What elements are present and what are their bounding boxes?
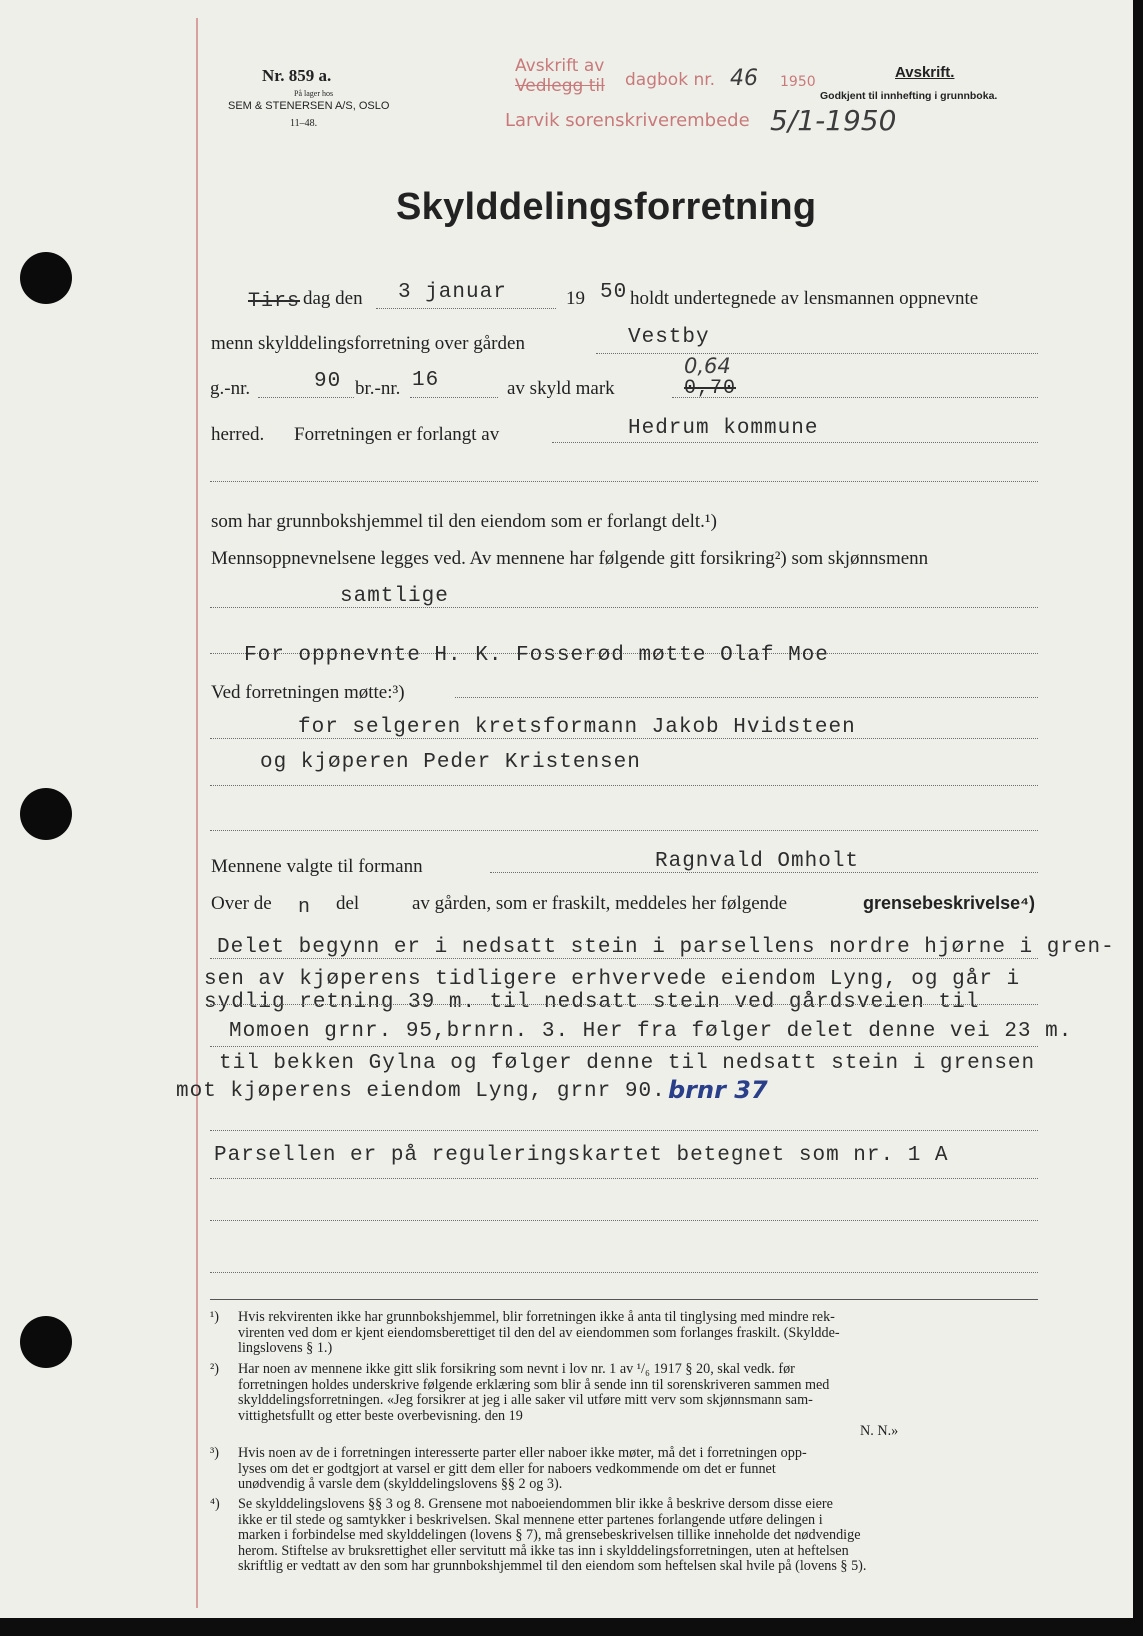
boundary-handwritten-brnr: brnr 37 bbox=[668, 1076, 768, 1104]
publisher-line-1: På lager hos bbox=[294, 89, 334, 98]
date-value: 3 januar bbox=[398, 281, 507, 304]
gnr-label: g.-nr. bbox=[210, 378, 251, 399]
chairman-value: Ragnvald Omholt bbox=[655, 850, 860, 873]
grunnbok-line: som har grunnbokshjemmel til den eiendom som er forlangt delt.¹) bbox=[211, 511, 717, 532]
appointment-line: Mennsoppnevnelsene legges ved. Av mennene har følgende gitt forsikring²) som skjønnsmenn bbox=[211, 548, 929, 569]
attended-label: Ved forretningen møtte:³) bbox=[211, 682, 405, 703]
footnote-3-line-2: lyses om det er godtgjort at varsel er gitt dem eller for naboers vedkommende om det er funnet bbox=[238, 1460, 776, 1477]
footnote-4-line-2: ikke er til stede og samtykker i beskrivelsen. Skal mennene etter partenes forlangende utføre delingen i bbox=[238, 1511, 823, 1528]
boundary-line-5: til bekken Gylna og følger denne til nedsatt stein i grensen bbox=[219, 1052, 1036, 1075]
footnote-4-line-3: marken i forbindelse med skylddelingen (lovens § 7), må grensebeskrivelsen tillike inneholde det nødvendige bbox=[238, 1527, 861, 1544]
attended-field-line bbox=[455, 697, 1038, 698]
boundary-n: n bbox=[298, 896, 312, 919]
boundary-line-2: sen av kjøperens tidligere erhvervede eiendom Lyng, og går i bbox=[204, 968, 1021, 991]
stamp-office: Larvik sorenskriverembede bbox=[505, 110, 750, 131]
handwritten-date: 5/1-1950 bbox=[770, 104, 897, 137]
dagbok-number: 46 bbox=[730, 66, 758, 91]
farm-label: menn skylddelingsforretning over gården bbox=[211, 333, 525, 354]
requested-label: Forretningen er forlangt av bbox=[294, 424, 500, 445]
attended-line-2 bbox=[210, 738, 1038, 739]
attended-buyer: og kjøperen Peder Kristensen bbox=[260, 751, 641, 774]
attended-seller: for selgeren kretsformann Jakob Hvidsteen bbox=[298, 716, 856, 739]
blank-line-1 bbox=[210, 481, 1038, 482]
footnote-3-line-1: Hvis noen av de i forretningen interesserte parter eller naboer ikke møter, må det i forretningen opp- bbox=[238, 1445, 807, 1461]
stamp-dagbok: dagbok nr. bbox=[625, 70, 716, 90]
approval-text: Godkjent til innhefting i grunnboka. bbox=[820, 90, 998, 102]
footnote-2-line-4: vittighetsfullt og etter beste overbevisning. den 19 bbox=[238, 1407, 523, 1424]
parcel-rule-2 bbox=[210, 1220, 1038, 1221]
document-title: Skylddelingsforretning bbox=[396, 186, 817, 228]
copy-label: Avskrift. bbox=[895, 64, 955, 81]
boundary-rule-2 bbox=[210, 1004, 1038, 1005]
herred-label: herred. bbox=[211, 424, 265, 445]
brnr-field-line bbox=[410, 397, 498, 398]
boundary-label-del: del bbox=[336, 893, 360, 914]
margin-line bbox=[196, 18, 198, 1608]
footnote-3-marker: ³) bbox=[210, 1445, 219, 1461]
boundary-rule-4 bbox=[210, 1130, 1038, 1131]
footnote-2-signature: N. N.» bbox=[860, 1423, 899, 1439]
year-suffix: 50 bbox=[600, 281, 628, 304]
weekday-value: Tirs bbox=[248, 290, 301, 313]
binder-hole-top bbox=[20, 252, 72, 304]
footnote-2-line-3: skylddelingsforretningen. «Jeg forsikrer at jeg i alle saker vil utføre mitt verv som skjønnsmann sam- bbox=[238, 1392, 813, 1409]
skyld-old-value: 0,70 bbox=[684, 377, 737, 400]
footnote-2-line-2: forretningen holdes underskrive følgende erklæring som blir å sende inn til sorenskriveren sammen med bbox=[238, 1376, 830, 1393]
publisher-line-2: SEM & STENERSEN A/S, OSLO bbox=[228, 100, 390, 112]
boundary-rule-3 bbox=[210, 1046, 1038, 1047]
substitute-line: For oppnevnte H. K. Fosserød møtte Olaf Moe bbox=[244, 644, 829, 667]
footnote-1-line-3: lingslovens § 1.) bbox=[238, 1340, 333, 1357]
boundary-label-garden: av gården, som er fraskilt, meddeles her følgende bbox=[412, 893, 788, 914]
publisher-line-3: 11–48. bbox=[290, 118, 318, 129]
date-field-line bbox=[376, 308, 556, 309]
boundary-line-4: Momoen grnr. 95,brnrn. 3. Her fra følger delet denne vei 23 m. bbox=[229, 1020, 1073, 1043]
chairman-label: Mennene valgte til formann bbox=[211, 856, 423, 877]
footnote-2-marker: ²) bbox=[210, 1361, 219, 1377]
brnr-label: br.-nr. bbox=[355, 378, 401, 399]
stamp-attachment: Vedlegg til bbox=[515, 76, 605, 96]
footnote-4 bbox=[210, 1497, 1050, 1577]
footnote-1 bbox=[210, 1310, 1050, 1356]
attended-line-4 bbox=[210, 830, 1038, 831]
parcel-rule-3 bbox=[210, 1272, 1038, 1273]
footnote-2-line-1: Har noen av mennene ikke gitt slik forsikring som nevnt i lov nr. 1 av ¹/₆ 1917 § 20, skal vedk. før bbox=[238, 1361, 795, 1377]
footnote-3 bbox=[210, 1446, 1050, 1494]
farm-field-line bbox=[596, 353, 1038, 354]
held-text: holdt undertegnede av lensmannen oppnevnte bbox=[630, 288, 979, 309]
form-number: Nr. 859 a. bbox=[262, 66, 332, 85]
parcel-rule-1 bbox=[210, 1178, 1038, 1179]
footnote-1-line-2: virenten ved dom er kjent eiendomsberettiget til den del av eiendommen som forlanges fraskilt. (Skyldde- bbox=[238, 1324, 840, 1341]
stamp-copy-of: Avskrift av bbox=[515, 56, 605, 76]
boundary-rule-1 bbox=[210, 958, 1038, 959]
boundary-line-1: Delet begynn er i nedsatt stein i parsellens nordre hjørne i gren- bbox=[217, 936, 1115, 959]
attended-line-3 bbox=[210, 785, 1038, 786]
footnote-1-line-1: Hvis rekvirenten ikke har grunnbokshjemmel, blir forretningen ikke å anta til tinglysing med mindre rek- bbox=[238, 1309, 835, 1325]
footnote-4-line-4: herom. Stiftelse av bruksrettighet eller servitutt må ikke tas inn i skylddelingsforretningen, uten at heftelsen bbox=[238, 1542, 849, 1559]
footnote-4-marker: ⁴) bbox=[210, 1496, 220, 1512]
boundary-label-bold: grensebeskrivelse⁴) bbox=[863, 893, 1036, 913]
boundary-line-3: sydlig retning 39 m. til nedsatt stein ved gårdsveien til bbox=[204, 991, 980, 1014]
gnr-value: 90 bbox=[314, 370, 342, 393]
parcel-line: Parsellen er på reguleringskartet betegnet som nr. 1 A bbox=[214, 1144, 949, 1167]
binder-hole-middle bbox=[20, 788, 72, 840]
gnr-field-line bbox=[258, 397, 354, 398]
requested-field-line bbox=[552, 442, 1038, 443]
farm-value: Vestby bbox=[628, 326, 710, 349]
skyld-new-value: 0,64 bbox=[684, 354, 731, 378]
boundary-label-over: Over de bbox=[211, 893, 272, 914]
footnote-4-line-5: skriftlig er vedtatt av den som har grunnbokshjemmel til den eiendom som heftelsen skal hvile på (lovens § 5). bbox=[238, 1558, 867, 1575]
insured-value: samtlige bbox=[340, 585, 449, 608]
insured-field-line bbox=[210, 607, 1038, 608]
brnr-value: 16 bbox=[412, 369, 440, 392]
year-prefix: 19 bbox=[566, 288, 585, 309]
boundary-line-6: mot kjøperens eiendom Lyng, grnr 90. bbox=[176, 1080, 666, 1103]
footnote-4-line-1: Se skylddelingslovens §§ 3 og 8. Grensene mot naboeiendommen blir ikke å beskrive dersom disse eiere bbox=[238, 1496, 833, 1512]
footnote-2 bbox=[210, 1362, 1050, 1440]
footnote-1-marker: ¹) bbox=[210, 1309, 219, 1325]
binder-hole-bottom bbox=[20, 1316, 72, 1368]
requested-value: Hedrum kommune bbox=[628, 417, 819, 440]
footnote-3-line-3: unødvendig å varsle dem (skylddelingslovens §§ 2 og 3). bbox=[238, 1476, 563, 1493]
footnote-separator bbox=[210, 1299, 1038, 1300]
day-label: dag den bbox=[303, 288, 363, 309]
dagbok-year: 1950 bbox=[780, 74, 816, 90]
skyld-label: av skyld mark bbox=[507, 378, 615, 399]
